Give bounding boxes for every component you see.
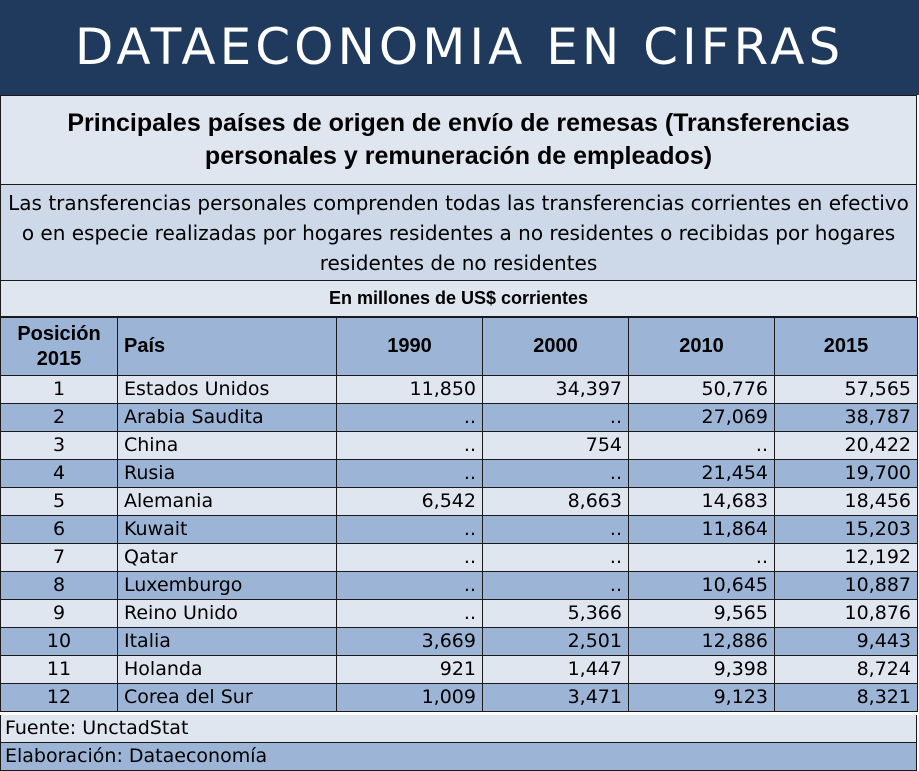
source-note: Fuente: UnctadStat xyxy=(0,715,917,743)
value-2000-cell: .. xyxy=(483,544,629,572)
value-2000-cell: 5,366 xyxy=(483,600,629,628)
country-cell: Italia xyxy=(118,628,337,656)
table-header-row xyxy=(1,318,918,376)
value-2015-cell: 15,203 xyxy=(775,516,918,544)
value-1990-cell: 921 xyxy=(337,656,483,684)
value-1990-cell: .. xyxy=(337,460,483,488)
country-cell: China xyxy=(118,432,337,460)
value-2010-cell: 9,398 xyxy=(629,656,775,684)
table-row xyxy=(1,460,918,488)
table-description: Las transferencias personales comprenden todas las transferencias corrientes en efectivo o en especie realizadas por hogares residentes a no residentes o recibidas por hogares residentes de no residentes xyxy=(0,185,917,281)
column-header: 1990 xyxy=(337,318,483,376)
column-header: Posición 2015 xyxy=(1,318,118,376)
value-2000-cell: 8,663 xyxy=(483,488,629,516)
value-2000-cell: 34,397 xyxy=(483,376,629,404)
table-row xyxy=(1,404,918,432)
value-1990-cell: .. xyxy=(337,572,483,600)
table-row xyxy=(1,432,918,460)
rank-cell: 3 xyxy=(1,432,118,460)
column-header: 2000 xyxy=(483,318,629,376)
credit-note: Elaboración: Dataeconomía xyxy=(0,743,917,771)
column-header: 2015 xyxy=(775,318,918,376)
value-2000-cell: .. xyxy=(483,516,629,544)
value-2015-cell: 57,565 xyxy=(775,376,918,404)
country-cell: Rusia xyxy=(118,460,337,488)
table-row xyxy=(1,544,918,572)
banner-title: DATAECONOMIA EN CIFRAS xyxy=(0,0,919,95)
country-cell: Arabia Saudita xyxy=(118,404,337,432)
country-cell: Holanda xyxy=(118,656,337,684)
value-1990-cell: .. xyxy=(337,404,483,432)
value-1990-cell: .. xyxy=(337,432,483,460)
value-2000-cell: 3,471 xyxy=(483,684,629,712)
table-row xyxy=(1,376,918,404)
country-cell: Reino Unido xyxy=(118,600,337,628)
country-cell: Estados Unidos xyxy=(118,376,337,404)
table-row xyxy=(1,628,918,656)
value-2010-cell: 14,683 xyxy=(629,488,775,516)
value-2010-cell: .. xyxy=(629,544,775,572)
value-2010-cell: .. xyxy=(629,432,775,460)
value-2010-cell: 9,565 xyxy=(629,600,775,628)
rank-cell: 9 xyxy=(1,600,118,628)
value-2000-cell: 754 xyxy=(483,432,629,460)
value-2015-cell: 10,887 xyxy=(775,572,918,600)
value-2015-cell: 20,422 xyxy=(775,432,918,460)
value-2015-cell: 9,443 xyxy=(775,628,918,656)
column-header: 2010 xyxy=(629,318,775,376)
value-1990-cell: 1,009 xyxy=(337,684,483,712)
table-row xyxy=(1,600,918,628)
country-cell: Kuwait xyxy=(118,516,337,544)
value-2000-cell: .. xyxy=(483,460,629,488)
rank-cell: 2 xyxy=(1,404,118,432)
value-2010-cell: 27,069 xyxy=(629,404,775,432)
unit-label: En millones de US$ corrientes xyxy=(0,281,917,317)
value-1990-cell: .. xyxy=(337,544,483,572)
table-row xyxy=(1,656,918,684)
rank-cell: 8 xyxy=(1,572,118,600)
value-2010-cell: 11,864 xyxy=(629,516,775,544)
value-2010-cell: 10,645 xyxy=(629,572,775,600)
rank-cell: 11 xyxy=(1,656,118,684)
value-2015-cell: 10,876 xyxy=(775,600,918,628)
rank-cell: 5 xyxy=(1,488,118,516)
value-2000-cell: 2,501 xyxy=(483,628,629,656)
value-2010-cell: 50,776 xyxy=(629,376,775,404)
value-1990-cell: 11,850 xyxy=(337,376,483,404)
column-header: País xyxy=(118,318,337,376)
value-2015-cell: 38,787 xyxy=(775,404,918,432)
value-1990-cell: .. xyxy=(337,600,483,628)
rank-cell: 4 xyxy=(1,460,118,488)
remittances-table xyxy=(0,317,918,712)
rank-cell: 1 xyxy=(1,376,118,404)
value-2010-cell: 9,123 xyxy=(629,684,775,712)
rank-cell: 10 xyxy=(1,628,118,656)
rank-cell: 7 xyxy=(1,544,118,572)
rank-cell: 6 xyxy=(1,516,118,544)
table-row xyxy=(1,684,918,712)
value-2015-cell: 8,724 xyxy=(775,656,918,684)
value-1990-cell: 6,542 xyxy=(337,488,483,516)
country-cell: Luxemburgo xyxy=(118,572,337,600)
table-body xyxy=(1,376,918,712)
value-2000-cell: 1,447 xyxy=(483,656,629,684)
value-2015-cell: 18,456 xyxy=(775,488,918,516)
table-title: Principales países de origen de envío de remesas (Transferencias personales y remuneración de empleados) xyxy=(0,95,917,185)
value-1990-cell: .. xyxy=(337,516,483,544)
value-1990-cell: 3,669 xyxy=(337,628,483,656)
value-2000-cell: .. xyxy=(483,404,629,432)
value-2015-cell: 12,192 xyxy=(775,544,918,572)
table-row xyxy=(1,516,918,544)
value-2015-cell: 8,321 xyxy=(775,684,918,712)
rank-cell: 12 xyxy=(1,684,118,712)
table-row xyxy=(1,572,918,600)
country-cell: Corea del Sur xyxy=(118,684,337,712)
value-2000-cell: .. xyxy=(483,572,629,600)
country-cell: Alemania xyxy=(118,488,337,516)
value-2015-cell: 19,700 xyxy=(775,460,918,488)
table-row xyxy=(1,488,918,516)
value-2010-cell: 21,454 xyxy=(629,460,775,488)
country-cell: Qatar xyxy=(118,544,337,572)
value-2010-cell: 12,886 xyxy=(629,628,775,656)
